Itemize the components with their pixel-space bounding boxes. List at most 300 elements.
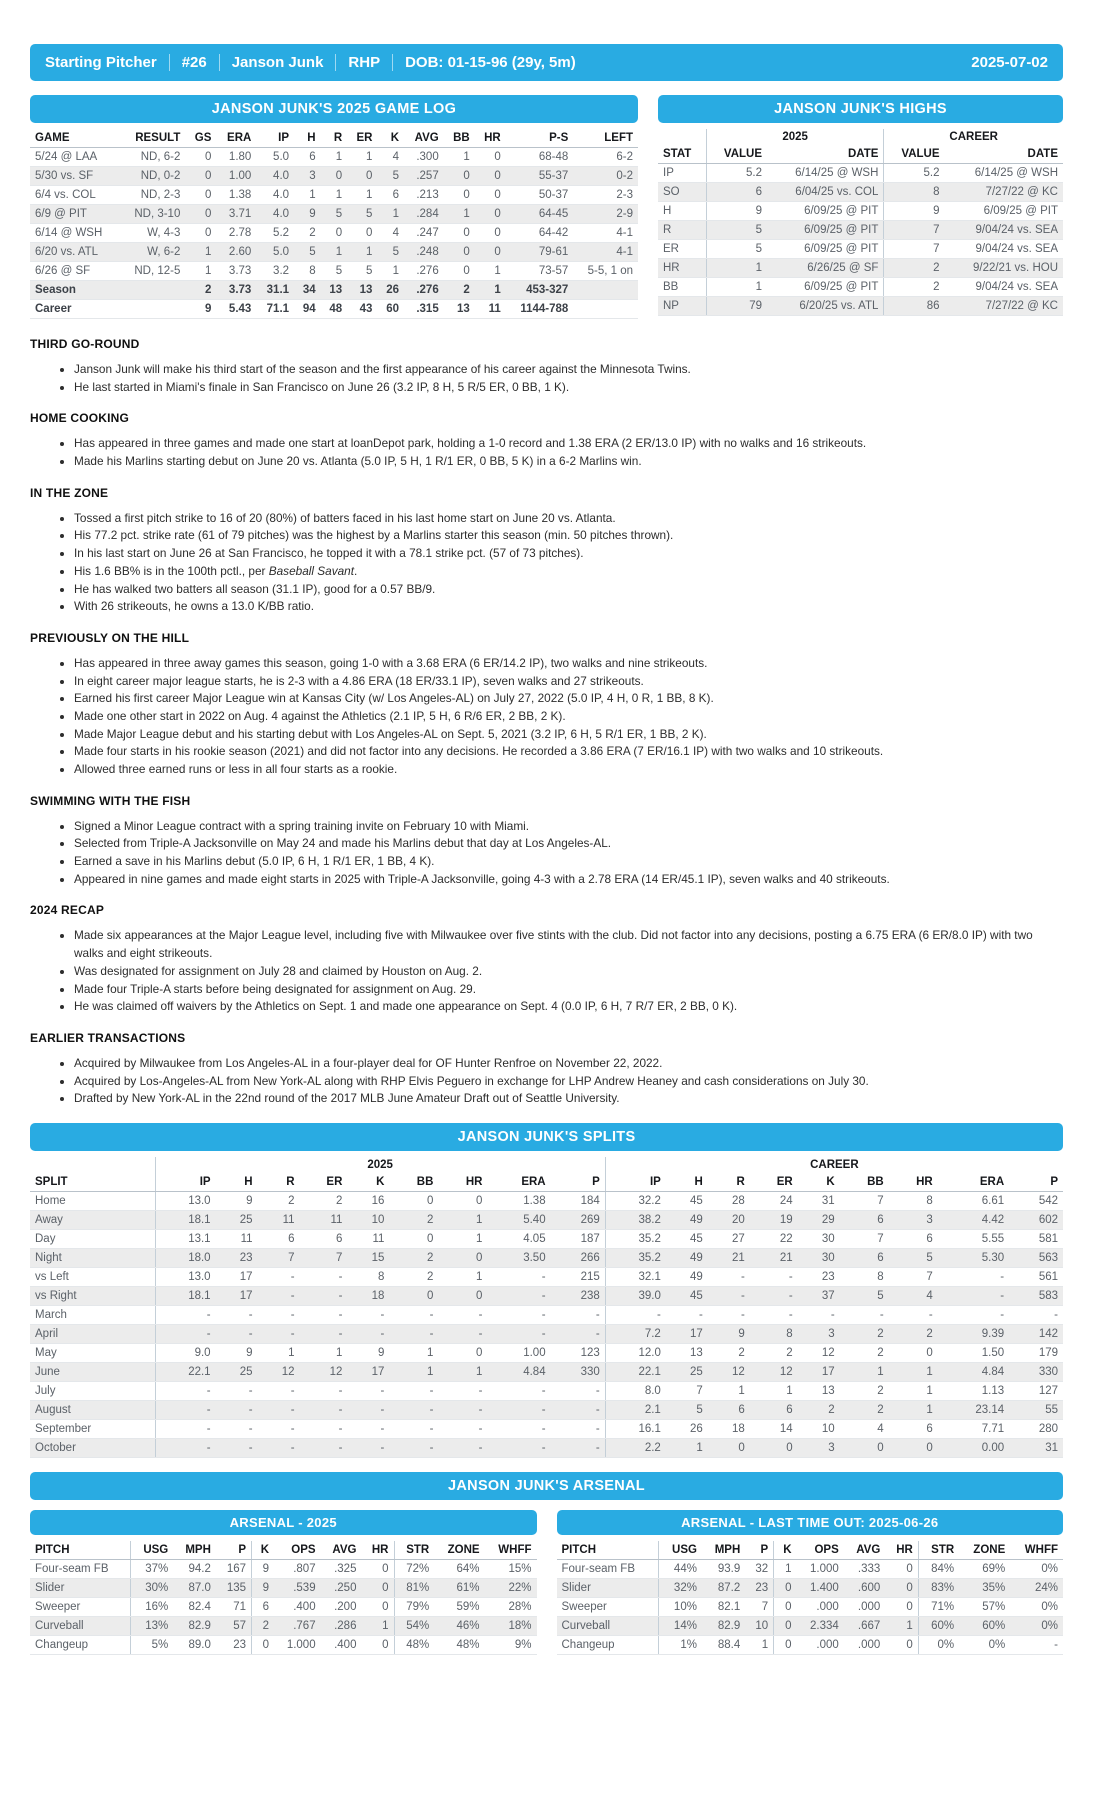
- column-header: IP: [155, 1173, 216, 1192]
- table-cell: Season: [30, 281, 120, 300]
- table-cell: 12: [708, 1362, 750, 1381]
- bullet-list: [30, 510, 1063, 616]
- table-cell: .257: [404, 167, 444, 186]
- table-cell: .284: [404, 205, 444, 224]
- table-cell: 602: [1009, 1210, 1063, 1229]
- column-header: USG: [131, 1541, 173, 1560]
- table-cell: 8: [294, 262, 321, 281]
- table-cell: 6: [706, 183, 767, 202]
- column-header: ER: [347, 129, 377, 148]
- table-cell: 17: [798, 1362, 840, 1381]
- table-cell: Sweeper: [30, 1597, 131, 1616]
- table-cell: 6: [889, 1229, 938, 1248]
- table-cell: -: [155, 1438, 216, 1457]
- table-cell: -: [347, 1381, 389, 1400]
- table-cell: 2: [884, 259, 945, 278]
- table-cell: .200: [321, 1597, 362, 1616]
- table-cell: 82.4: [173, 1597, 216, 1616]
- table-cell: -: [347, 1324, 389, 1343]
- table-cell: 5: [377, 243, 404, 262]
- column-header: BB: [840, 1173, 889, 1192]
- table-cell: 1: [840, 1362, 889, 1381]
- table-cell: -: [605, 1305, 666, 1324]
- table-cell: 2-3: [573, 186, 638, 205]
- table-cell: -: [258, 1438, 300, 1457]
- table-cell: 1: [347, 243, 377, 262]
- table-cell: 0: [475, 224, 506, 243]
- table-cell: 1: [889, 1400, 938, 1419]
- table-cell: 4.0: [256, 167, 294, 186]
- table-cell: 25: [216, 1362, 258, 1381]
- table-cell: 31: [1009, 1438, 1063, 1457]
- table-cell: -: [216, 1419, 258, 1438]
- table-cell: -: [487, 1419, 550, 1438]
- table-cell: 23: [216, 1248, 258, 1267]
- table-cell: 13.0: [155, 1191, 216, 1210]
- table-cell: -: [389, 1381, 438, 1400]
- table-cell: Day: [30, 1229, 155, 1248]
- bullet-list: [30, 435, 1063, 470]
- table-cell: -: [389, 1305, 438, 1324]
- table-row: [30, 1191, 1063, 1210]
- table-cell: 10: [347, 1210, 389, 1229]
- table-cell: .276: [404, 281, 444, 300]
- table-cell: 1: [475, 281, 506, 300]
- note-bullet: • Made his Marlins starting debut on June 20 vs. Atlanta (5.0 IP, 5 H, 1 R/1 ER, 0 BB, 5 K) in a 6-2 Marlins win.: [74, 453, 1063, 471]
- table-cell: 330: [551, 1362, 606, 1381]
- table-cell: 15: [347, 1248, 389, 1267]
- table-cell: -: [840, 1305, 889, 1324]
- highs-panel: [658, 95, 1063, 316]
- table-cell: 0.00: [938, 1438, 1009, 1457]
- table-cell: 2: [750, 1343, 798, 1362]
- table-cell: 269: [551, 1210, 606, 1229]
- table-cell: 87.0: [173, 1578, 216, 1597]
- table-cell: 330: [1009, 1362, 1063, 1381]
- table-cell: 5: [666, 1400, 708, 1419]
- arsenal-tables-row: [30, 1510, 1063, 1655]
- note-bullet: • In his last start on June 26 at San Francisco, he topped it with a 78.1 strike pct. (57 of 73 pitches).: [74, 545, 1063, 563]
- table-cell: 13: [666, 1343, 708, 1362]
- table-cell: 88.4: [702, 1635, 745, 1654]
- table-cell: 5: [377, 167, 404, 186]
- column-header: HR: [889, 1173, 938, 1192]
- table-cell: 18%: [485, 1616, 537, 1635]
- table-cell: 2: [258, 1191, 300, 1210]
- table-cell: 10: [798, 1419, 840, 1438]
- table-row: [30, 1597, 537, 1616]
- table-cell: 21: [750, 1248, 798, 1267]
- table-cell: NP: [658, 297, 706, 316]
- table-cell: 3: [889, 1210, 938, 1229]
- table-cell: 2.334: [797, 1616, 844, 1635]
- table-cell: 49: [666, 1210, 708, 1229]
- table-cell: 8: [840, 1267, 889, 1286]
- table-cell: 21: [708, 1248, 750, 1267]
- player-role: Starting Pitcher: [45, 54, 157, 71]
- note-bullet: • He last started in Miami's finale in San Francisco on June 26 (3.2 IP, 8 H, 5 R/5 ER, 0 BB, 1 K).: [74, 379, 1063, 397]
- table-cell: Slider: [30, 1578, 131, 1597]
- table-cell: 2: [840, 1381, 889, 1400]
- table-cell: 1%: [659, 1635, 702, 1654]
- table-cell: 7: [889, 1267, 938, 1286]
- table-cell: 5.55: [938, 1229, 1009, 1248]
- bullet-list: [30, 927, 1063, 1015]
- table-row: [557, 1559, 1064, 1578]
- table-cell: -: [750, 1305, 798, 1324]
- table-cell: -: [258, 1400, 300, 1419]
- table-cell: 35.2: [605, 1229, 666, 1248]
- column-header: STR: [918, 1541, 959, 1560]
- table-cell: 7: [745, 1597, 773, 1616]
- column-header: WHFF: [485, 1541, 537, 1560]
- table-cell: 64%: [434, 1559, 484, 1578]
- table-cell: 71%: [918, 1597, 959, 1616]
- column-header: LEFT: [573, 129, 638, 148]
- table-cell: 45: [666, 1286, 708, 1305]
- table-header-row: [30, 1541, 537, 1560]
- column-header: PITCH: [557, 1541, 659, 1560]
- table-cell: -: [216, 1438, 258, 1457]
- table-cell: 19: [750, 1210, 798, 1229]
- table-cell: 1: [438, 1362, 487, 1381]
- table-cell: -: [155, 1305, 216, 1324]
- note-section: [30, 1031, 1063, 1108]
- table-cell: -: [258, 1381, 300, 1400]
- table-cell: 9: [884, 202, 945, 221]
- table-row: [30, 1578, 537, 1597]
- table-cell: 2: [889, 1324, 938, 1343]
- table-cell: 45: [666, 1191, 708, 1210]
- table-cell: 6: [840, 1210, 889, 1229]
- table-cell: 6: [258, 1229, 300, 1248]
- column-header: P: [216, 1541, 252, 1560]
- table-cell: 0: [475, 148, 506, 167]
- section-title: HOME COOKING: [30, 411, 130, 426]
- table-row: [30, 1635, 537, 1654]
- group-label: 2025: [706, 129, 884, 145]
- table-cell: 2.78: [216, 224, 256, 243]
- table-cell: 25: [216, 1210, 258, 1229]
- table-cell: 4: [377, 148, 404, 167]
- table-cell: 73-57: [506, 262, 574, 281]
- table-cell: -: [347, 1305, 389, 1324]
- section-title: EARLIER TRANSACTIONS: [30, 1030, 186, 1045]
- column-header: USG: [659, 1541, 702, 1560]
- splits-panel: [30, 1123, 1063, 1458]
- table-cell: 2: [840, 1400, 889, 1419]
- table-cell: -: [551, 1324, 606, 1343]
- table-cell: 0: [252, 1635, 275, 1654]
- table-cell: ND, 3-10: [120, 205, 185, 224]
- table-cell: 0: [389, 1229, 438, 1248]
- table-cell: June: [30, 1362, 155, 1381]
- table-cell: 29: [798, 1210, 840, 1229]
- column-header: AVG: [844, 1541, 886, 1560]
- table-cell: 22: [750, 1229, 798, 1248]
- table-cell: -: [347, 1438, 389, 1457]
- table-cell: 39.0: [605, 1286, 666, 1305]
- column-header: P: [1009, 1173, 1063, 1192]
- table-cell: 5: [706, 221, 767, 240]
- note-bullet: • Earned a save in his Marlins debut (5.0 IP, 6 H, 1 R/1 ER, 1 BB, 4 K).: [74, 853, 1063, 871]
- table-cell: 82.9: [702, 1616, 745, 1635]
- column-header: AVG: [404, 129, 444, 148]
- column-header: WHFF: [1010, 1541, 1063, 1560]
- table-cell: 55: [1009, 1400, 1063, 1419]
- table-cell: 1: [321, 243, 348, 262]
- table-cell: .539: [274, 1578, 321, 1597]
- table-cell: 6: [840, 1248, 889, 1267]
- table-cell: 12: [258, 1362, 300, 1381]
- table-cell: 0: [444, 186, 475, 205]
- note-section: [30, 486, 1063, 616]
- table-cell: 6/4 vs. COL: [30, 186, 120, 205]
- table-cell: 23: [216, 1635, 252, 1654]
- table-header-row: [30, 129, 638, 148]
- table-cell: 2: [708, 1343, 750, 1362]
- table-cell: 0: [361, 1559, 394, 1578]
- table-cell: .000: [797, 1597, 844, 1616]
- table-row: [30, 300, 638, 319]
- table-cell: -: [750, 1286, 798, 1305]
- table-cell: 563: [1009, 1248, 1063, 1267]
- table-cell: -: [347, 1400, 389, 1419]
- column-header: MPH: [702, 1541, 745, 1560]
- table-cell: 84%: [918, 1559, 959, 1578]
- table-cell: 9: [347, 1343, 389, 1362]
- player-hand: RHP: [348, 54, 381, 71]
- table-cell: ER: [658, 240, 706, 259]
- table-cell: 50-37: [506, 186, 574, 205]
- table-cell: .250: [321, 1578, 362, 1597]
- table-cell: 6/09/25 @ PIT: [767, 240, 884, 259]
- note-bullet: • Janson Junk will make his third start of the season and the first appearance of his career against the Minnesota Twins.: [74, 361, 1063, 379]
- column-header: HR: [475, 129, 506, 148]
- table-cell: -: [438, 1324, 487, 1343]
- table-cell: [120, 300, 185, 319]
- table-cell: 0: [347, 167, 377, 186]
- table-cell: 542: [1009, 1191, 1063, 1210]
- table-cell: 1.00: [216, 167, 256, 186]
- table-cell: 1: [438, 1210, 487, 1229]
- table-cell: Sweeper: [557, 1597, 659, 1616]
- table-cell: 64-45: [506, 205, 574, 224]
- table-cell: 0: [321, 224, 348, 243]
- table-cell: 9.0: [155, 1343, 216, 1362]
- table-cell: 6: [300, 1229, 348, 1248]
- table-cell: 24%: [1010, 1578, 1063, 1597]
- table-cell: 2.1: [605, 1400, 666, 1419]
- note-section: [30, 337, 1063, 396]
- table-row: [30, 1324, 1063, 1343]
- table-cell: -: [389, 1324, 438, 1343]
- table-cell: 1: [438, 1229, 487, 1248]
- table-cell: 6/14 @ WSH: [30, 224, 120, 243]
- table-row: [30, 1210, 1063, 1229]
- table-cell: 2: [798, 1400, 840, 1419]
- table-cell: 2: [389, 1210, 438, 1229]
- table-cell: 5.2: [884, 164, 945, 183]
- column-header: H: [294, 129, 321, 148]
- table-cell: 11: [300, 1210, 348, 1229]
- table-cell: March: [30, 1305, 155, 1324]
- table-cell: 7: [840, 1191, 889, 1210]
- table-cell: 31: [798, 1191, 840, 1210]
- table-cell: 5.2: [256, 224, 294, 243]
- table-cell: Away: [30, 1210, 155, 1229]
- table-cell: 13.0: [155, 1267, 216, 1286]
- table-cell: 5-5, 1 on: [573, 262, 638, 281]
- note-bullet: • Made four starts in his rookie season (2021) and did not factor into any decisions. He recorded a 3.86 ERA (7 ER/16.1 IP) with two walks and 10 strikeouts.: [74, 743, 1063, 761]
- table-cell: .000: [844, 1635, 886, 1654]
- table-row: [30, 1616, 537, 1635]
- table-cell: 32.1: [605, 1267, 666, 1286]
- table-cell: 0: [361, 1635, 394, 1654]
- table-cell: 11: [216, 1229, 258, 1248]
- table-cell: 17: [666, 1324, 708, 1343]
- table-cell: 1.80: [216, 148, 256, 167]
- table-cell: 1: [377, 205, 404, 224]
- table-cell: 0: [774, 1597, 797, 1616]
- table-cell: 3.73: [216, 281, 256, 300]
- column-header: GS: [185, 129, 216, 148]
- table-cell: 5: [294, 243, 321, 262]
- table-cell: 1: [361, 1616, 394, 1635]
- table-cell: 0%: [918, 1635, 959, 1654]
- table-cell: 5.2: [706, 164, 767, 183]
- table-cell: 23: [798, 1267, 840, 1286]
- table-cell: 2: [884, 278, 945, 297]
- table-cell: 38.2: [605, 1210, 666, 1229]
- table-cell: 7: [666, 1381, 708, 1400]
- table-cell: 5.30: [938, 1248, 1009, 1267]
- table-cell: 30%: [131, 1578, 173, 1597]
- column-header: K: [774, 1541, 797, 1560]
- player-number: #26: [181, 54, 207, 71]
- table-cell: 266: [551, 1248, 606, 1267]
- table-group-header: [658, 129, 1063, 145]
- table-cell: -: [487, 1324, 550, 1343]
- column-header: OPS: [274, 1541, 321, 1560]
- table-cell: 26: [666, 1419, 708, 1438]
- table-cell: 6/04/25 vs. COL: [767, 183, 884, 202]
- table-cell: 0: [475, 243, 506, 262]
- table-cell: 1: [185, 243, 216, 262]
- table-cell: 5/30 vs. SF: [30, 167, 120, 186]
- note-bullet: • With 26 strikeouts, he owns a 13.0 K/BB ratio.: [74, 598, 1063, 616]
- table-cell: 13%: [131, 1616, 173, 1635]
- table-cell: 2-9: [573, 205, 638, 224]
- table-cell: 9/04/24 vs. SEA: [945, 278, 1063, 297]
- table-cell: [573, 281, 638, 300]
- arsenal-2025-banner: ARSENAL - 2025: [30, 1510, 537, 1535]
- table-cell: 11: [475, 300, 506, 319]
- table-cell: 1: [745, 1635, 773, 1654]
- table-cell: -: [389, 1438, 438, 1457]
- table-cell: 9/04/24 vs. SEA: [945, 221, 1063, 240]
- table-cell: 5: [321, 262, 348, 281]
- table-cell: 0: [185, 224, 216, 243]
- table-row: [557, 1616, 1064, 1635]
- table-cell: 6: [377, 186, 404, 205]
- table-cell: 13: [347, 281, 377, 300]
- table-cell: Changeup: [557, 1635, 659, 1654]
- table-cell: 1.000: [797, 1559, 844, 1578]
- table-cell: -: [216, 1400, 258, 1419]
- table-cell: 10: [745, 1616, 773, 1635]
- table-cell: 1: [347, 186, 377, 205]
- table-cell: .247: [404, 224, 444, 243]
- table-cell: 1: [889, 1362, 938, 1381]
- table-cell: .400: [274, 1597, 321, 1616]
- note-bullet: • Has appeared in three away games this season, going 1-0 with a 3.68 ERA (6 ER/14.2 IP), two walks and nine strikeouts.: [74, 655, 1063, 673]
- note-section: [30, 631, 1063, 779]
- table-row: [30, 1267, 1063, 1286]
- section-title: THIRD GO-ROUND: [30, 337, 140, 351]
- table-row: [658, 259, 1063, 278]
- table-cell: 45: [666, 1229, 708, 1248]
- table-cell: 1: [774, 1559, 797, 1578]
- table-cell: -: [1009, 1305, 1063, 1324]
- table-cell: 1: [300, 1343, 348, 1362]
- column-header: STAT: [658, 145, 706, 164]
- table-cell: 83%: [918, 1578, 959, 1597]
- table-cell: 280: [1009, 1419, 1063, 1438]
- table-cell: 5.0: [256, 148, 294, 167]
- table-cell: 142: [1009, 1324, 1063, 1343]
- arsenal-2025-table: [30, 1541, 537, 1655]
- table-cell: 1: [889, 1381, 938, 1400]
- table-cell: 17: [216, 1286, 258, 1305]
- table-cell: -: [155, 1419, 216, 1438]
- table-cell: 1.50: [938, 1343, 1009, 1362]
- table-cell: 1: [294, 186, 321, 205]
- column-header: R: [708, 1173, 750, 1192]
- arsenal-last-time-out-banner: ARSENAL - LAST TIME OUT: 2025-06-26: [557, 1510, 1064, 1535]
- table-cell: -: [487, 1400, 550, 1419]
- table-row: [658, 278, 1063, 297]
- table-cell: 1.38: [487, 1191, 550, 1210]
- table-cell: 13: [798, 1381, 840, 1400]
- table-cell: -: [938, 1305, 1009, 1324]
- table-cell: 5.43: [216, 300, 256, 319]
- arsenal-panel: [30, 1472, 1063, 1655]
- group-label: [30, 1157, 155, 1173]
- table-cell: .286: [321, 1616, 362, 1635]
- table-cell: 5: [840, 1286, 889, 1305]
- note-bullet: • Earned his first career Major League win at Kansas City (w/ Los Angeles-AL) on July 27, 2022 (5.0 IP, 4 H, 0 R, 1 BB, 8 K).: [74, 690, 1063, 708]
- splits-table: [30, 1157, 1063, 1458]
- table-cell: 6/20 vs. ATL: [30, 243, 120, 262]
- column-header: HR: [438, 1173, 487, 1192]
- note-bullet: • His 77.2 pct. strike rate (61 of 79 pitches) was the highest by a Marlins starter this season (min. 50 pitches thrown).: [74, 527, 1063, 545]
- table-cell: -: [389, 1419, 438, 1438]
- table-row: [557, 1578, 1064, 1597]
- table-cell: 60: [377, 300, 404, 319]
- table-cell: HR: [658, 259, 706, 278]
- table-cell: -: [487, 1438, 550, 1457]
- table-cell: Career: [30, 300, 120, 319]
- note-bullet: • Allowed three earned runs or less in all four starts as a rookie.: [74, 761, 1063, 779]
- table-cell: October: [30, 1438, 155, 1457]
- table-cell: -: [258, 1419, 300, 1438]
- table-cell: 11: [347, 1229, 389, 1248]
- table-cell: 1: [475, 262, 506, 281]
- table-cell: 49: [666, 1267, 708, 1286]
- table-cell: 0: [185, 186, 216, 205]
- table-cell: 9: [252, 1559, 275, 1578]
